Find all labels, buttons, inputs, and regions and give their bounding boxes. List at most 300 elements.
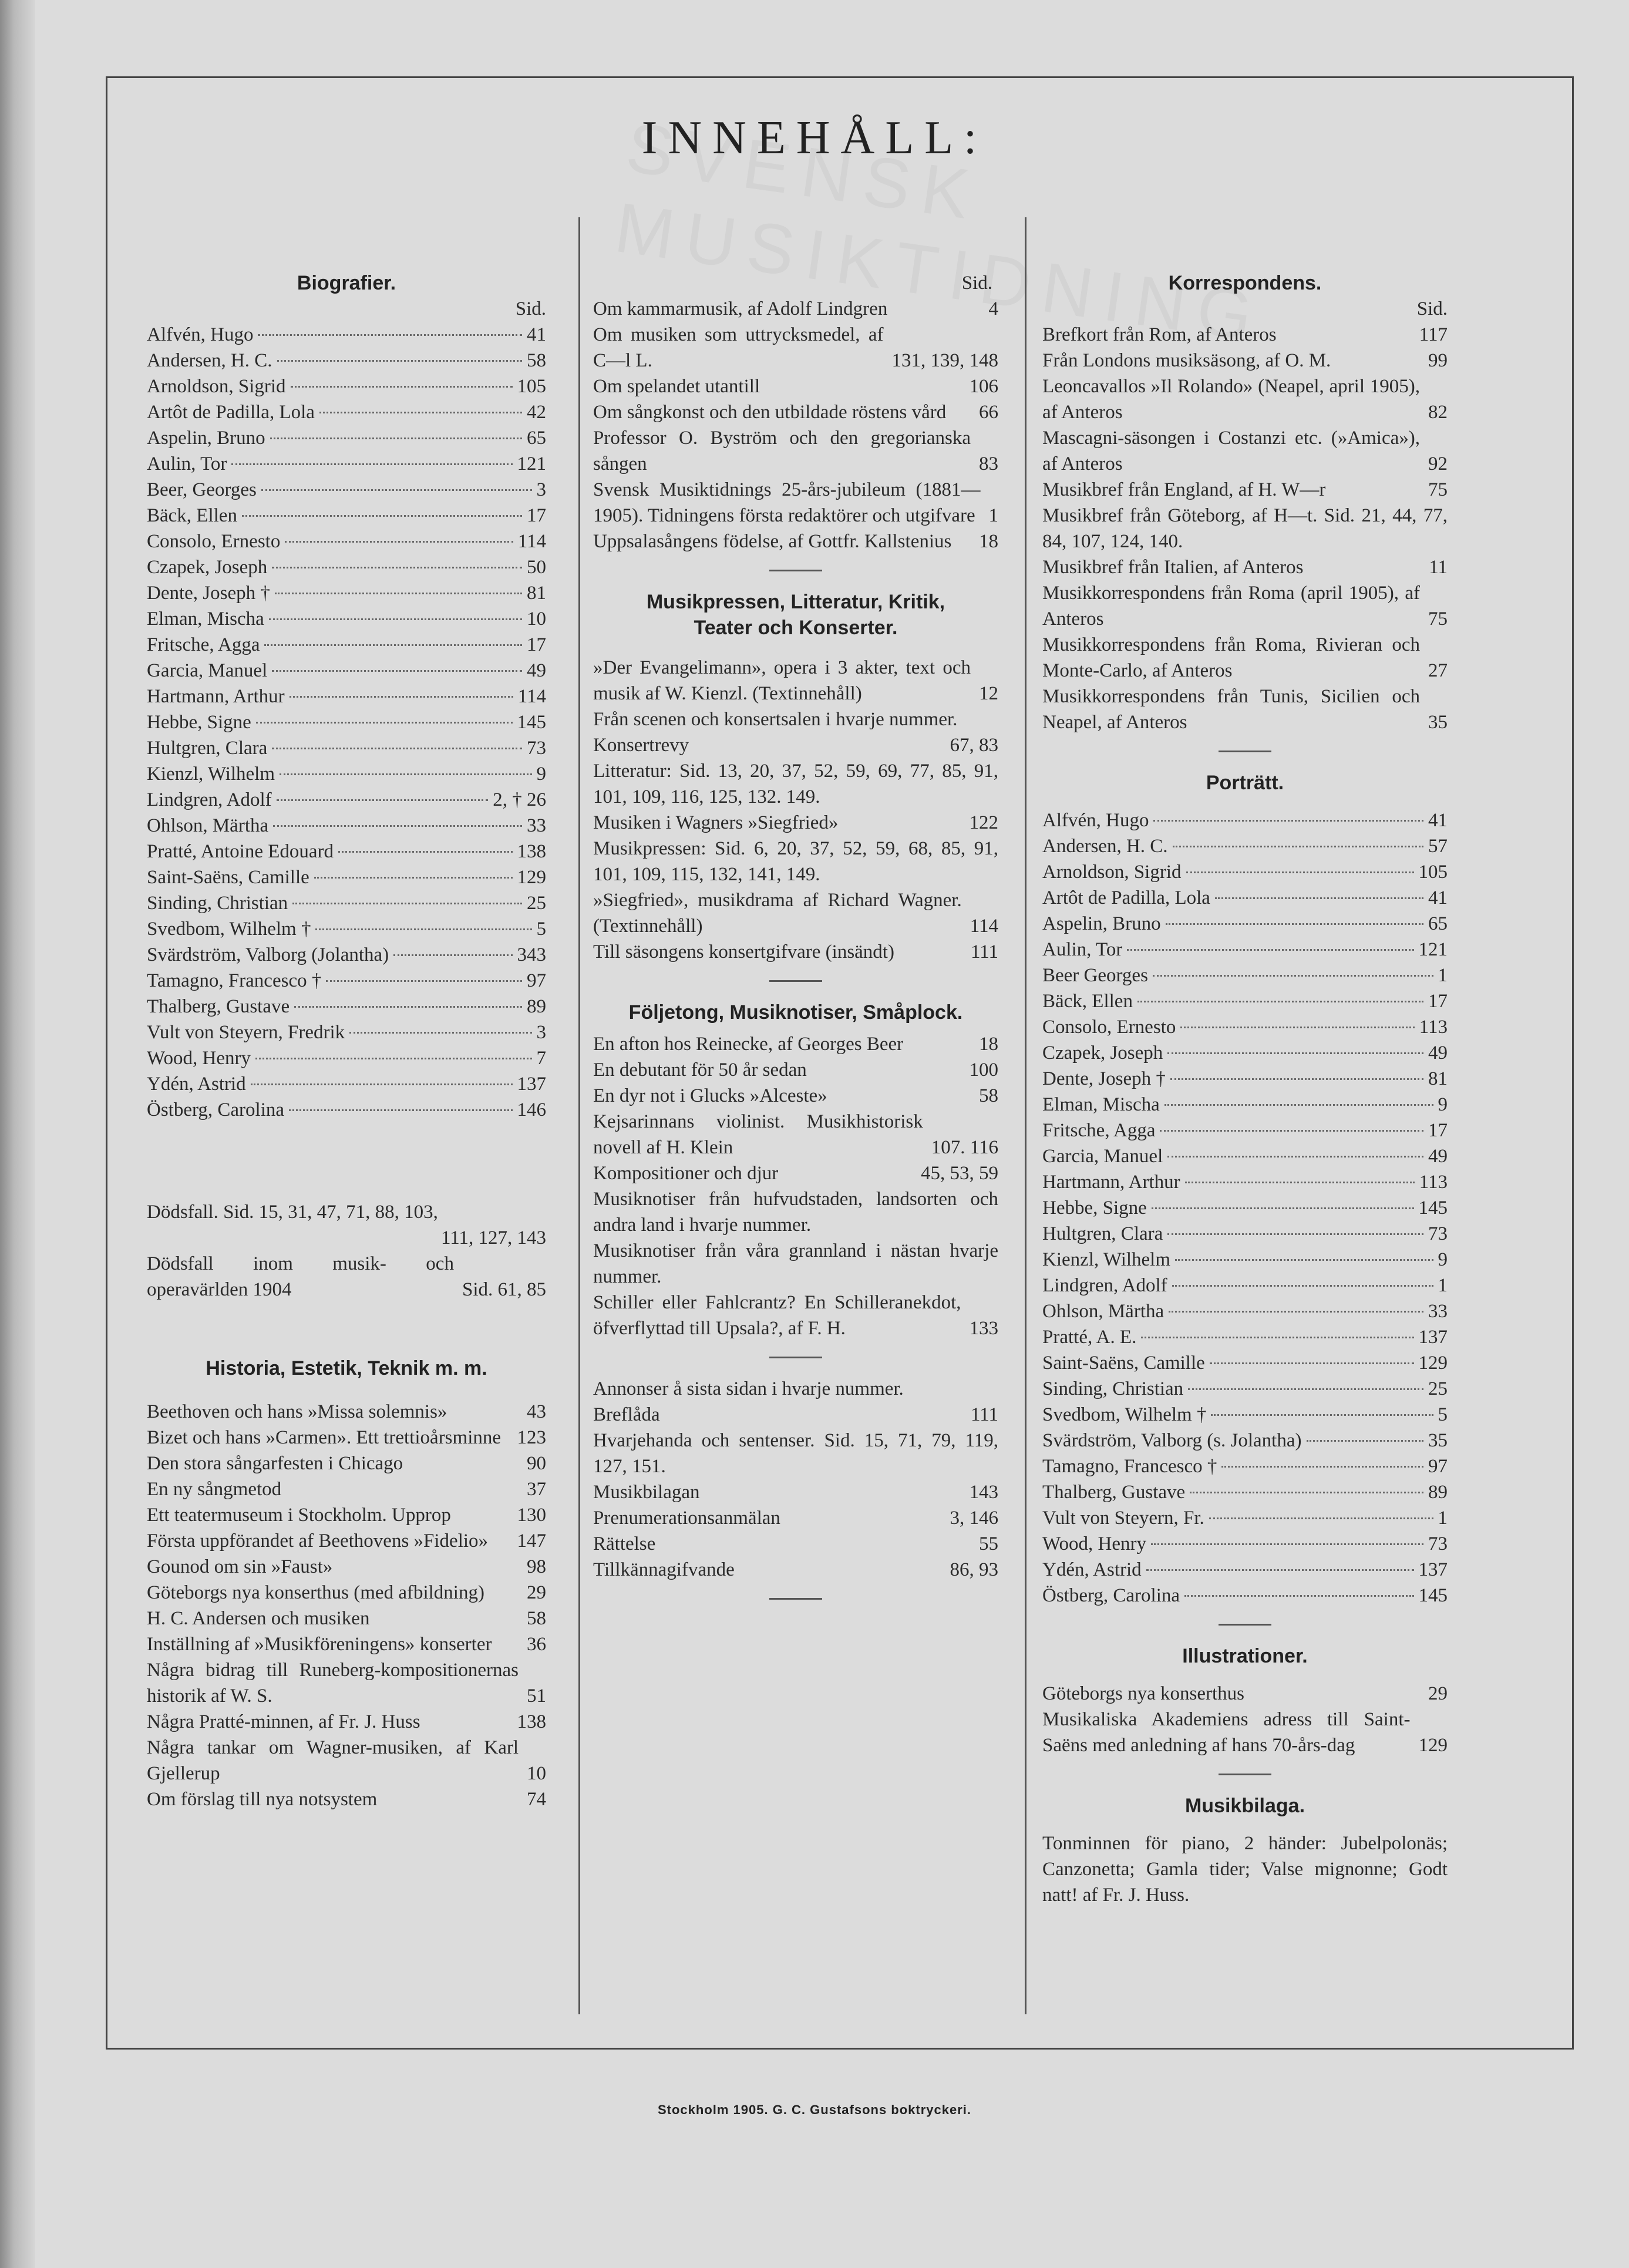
entry-name: Ohlson, Märtha <box>1042 1301 1164 1322</box>
page-number: 58 <box>527 1608 546 1629</box>
dot-leader <box>393 954 512 956</box>
index-entry <box>147 606 546 632</box>
page-number: 146 <box>517 1099 546 1120</box>
page-number: 49 <box>1428 1146 1448 1167</box>
section-heading-korrespondens: Korrespondens. <box>1168 272 1322 294</box>
dot-leader <box>1209 1517 1433 1519</box>
entry-name: Hartmann, Arthur <box>147 686 285 707</box>
index-entry <box>593 1428 998 1479</box>
entry-text: Musikkorrespondens från Tunis, Sicilien och Neapel, af Anteros <box>1042 686 1420 733</box>
essay-list <box>593 296 998 554</box>
entry-name: Czapek, Joseph <box>1042 1042 1163 1064</box>
index-entry <box>593 1505 998 1531</box>
dot-leader <box>1137 1001 1423 1002</box>
page-number: 90 <box>527 1453 546 1474</box>
index-entry <box>147 968 546 994</box>
entry-text: Från scenen och konsertsalen i hvarje nummer. <box>593 709 958 730</box>
page-number: 42 <box>527 402 546 423</box>
page-number: 81 <box>527 583 546 604</box>
page-number: 35 <box>1428 712 1448 733</box>
index-entry <box>1042 1118 1448 1143</box>
column-3 <box>1042 270 1448 1908</box>
index-entry <box>1042 1040 1448 1066</box>
entry-text: Litteratur: Sid. 13, 20, 37, 52, 59, 69, 77, 85, 91, 101, 109, 116, 125, 132. 149. <box>593 761 998 807</box>
entry-text: Första uppförandet af Beethovens »Fidelio» <box>147 1530 489 1552</box>
entry-name: Aulin, Tor <box>1042 939 1123 960</box>
dot-leader <box>1173 846 1423 847</box>
dot-leader <box>1221 1466 1423 1468</box>
page-number: 43 <box>527 1401 546 1422</box>
entry-name: Hartmann, Arthur <box>1042 1172 1180 1193</box>
page-edge-shadow <box>0 0 35 2268</box>
dot-leader <box>272 670 522 672</box>
index-entry <box>593 1109 998 1160</box>
dodsfall-inom-entry: Dödsfall inom musik- och operavärlden 1904 Sid. 61, 85 <box>147 1253 546 1300</box>
entry-name: Hebbe, Signe <box>147 712 251 733</box>
page-number: 12 <box>979 683 998 704</box>
page-number: 75 <box>1428 608 1448 630</box>
entry-text: Brefkort från Rom, af Anteros <box>1042 324 1277 345</box>
index-entry <box>147 1071 546 1097</box>
index-entry <box>1042 1273 1448 1298</box>
index-entry <box>147 1709 546 1735</box>
page-number: 99 <box>1428 350 1448 371</box>
dodsfall-entry: Dödsfall. Sid. 15, 31, 47, 71, 88, 103, 111, 127, 143 <box>147 1202 546 1249</box>
index-entry <box>147 1097 546 1123</box>
index-entry <box>593 706 998 732</box>
entry-name: Andersen, H. C. <box>147 350 272 371</box>
page-number: 2, † 26 <box>493 789 546 810</box>
entry-text: Konsertrevy <box>593 735 689 756</box>
index-entry <box>1042 348 1448 373</box>
page-number: 133 <box>969 1318 998 1339</box>
entry-text: Beethoven och hans »Missa solemnis» <box>147 1401 447 1422</box>
page-number: 49 <box>1428 1042 1448 1064</box>
entry-text: Den stora sångarfesten i Chicago <box>147 1453 403 1474</box>
section-heading-biografier: Biografier. <box>297 272 396 294</box>
entry-name: Saint-Saëns, Camille <box>1042 1352 1205 1374</box>
page-number: 73 <box>1428 1533 1448 1554</box>
page-number: 29 <box>1428 1683 1448 1704</box>
page-number: 107. 116 <box>931 1137 998 1158</box>
index-entry <box>593 887 998 939</box>
dot-leader <box>256 722 513 724</box>
index-entry <box>147 735 546 761</box>
entry-name: Hultgren, Clara <box>1042 1223 1163 1244</box>
entry-name: Lindgren, Adolf <box>147 789 272 810</box>
index-entry <box>147 1399 546 1425</box>
entry-text: Musikaliska Akademiens adress till Saint-Saëns med anledning af hans 70-års-dag <box>1042 1709 1411 1756</box>
entry-text: Musikbref från England, af H. W—r <box>1042 479 1326 500</box>
entry-text: Kejsarinnans violinist. Musikhistorisk novell af H. Klein <box>593 1111 923 1158</box>
index-entry <box>147 1476 546 1502</box>
dot-leader <box>1153 975 1433 977</box>
index-entry <box>147 1606 546 1631</box>
entry-text: Breflåda <box>593 1404 660 1425</box>
page-number: 343 <box>517 944 546 965</box>
index-entry <box>1042 580 1448 632</box>
page-number: 27 <box>1428 660 1448 681</box>
index-entry <box>1042 911 1448 937</box>
entry-text: Några bidrag till Runeberg-kompositionernas historik af W. S. <box>147 1660 519 1707</box>
musikpressen-list <box>593 655 998 965</box>
index-entry <box>147 1554 546 1580</box>
page-number: 123 <box>517 1427 546 1448</box>
page-number: 97 <box>1428 1456 1448 1477</box>
page-number: 113 <box>1419 1017 1448 1038</box>
dot-leader <box>285 541 513 543</box>
entry-name: Beer Georges <box>1042 965 1148 986</box>
column-divider-1 <box>578 217 580 2014</box>
index-entry <box>593 529 998 554</box>
dot-leader <box>294 1006 522 1008</box>
page-number: 51 <box>527 1685 546 1707</box>
entry-name: Sinding, Christian <box>147 893 288 914</box>
dot-leader <box>1166 923 1423 925</box>
page-number: 25 <box>1428 1378 1448 1399</box>
index-entry <box>147 1045 546 1071</box>
entry-text: Musiknotiser från våra grannland i nästan hvarje nummer. <box>593 1240 998 1287</box>
section-heading-musikpressen-1: Musikpressen, Litteratur, Kritik, <box>646 591 945 613</box>
page-number: 97 <box>527 970 546 991</box>
entry-text: Musiknotiser från hufvudstaden, landsorten och andra land i hvarje nummer. <box>593 1189 998 1236</box>
index-entry <box>147 477 546 503</box>
index-entry <box>147 761 546 787</box>
page-number: 81 <box>1428 1068 1448 1089</box>
entry-text: Tillkännagifvande <box>593 1559 735 1580</box>
index-entry <box>147 1502 546 1528</box>
index-entry <box>593 1376 998 1402</box>
entry-name: Dente, Joseph † <box>147 583 270 604</box>
entry-name: Saint-Saëns, Camille <box>147 867 309 888</box>
entry-text: En dyr not i Glucks »Alceste» <box>593 1085 827 1106</box>
entry-name: Fritsche, Agga <box>147 634 260 655</box>
index-entry <box>147 709 546 735</box>
index-entry <box>593 425 998 477</box>
index-entry <box>1042 1453 1448 1479</box>
entry-text: Annonser å sista sidan i hvarje nummer. <box>593 1378 904 1399</box>
page-number: 74 <box>527 1789 546 1810</box>
dot-leader <box>292 903 522 904</box>
page-number: 7 <box>536 1048 546 1069</box>
page-number: 113 <box>1419 1172 1448 1193</box>
dot-leader <box>255 1058 532 1059</box>
column-2 <box>593 270 998 1617</box>
index-entry <box>593 1479 998 1505</box>
index-entry <box>147 787 546 813</box>
page-number: 131, 139, 148 <box>891 350 998 371</box>
page-number: 45, 53, 59 <box>921 1163 998 1184</box>
dot-leader <box>269 618 522 620</box>
entry-name: Andersen, H. C. <box>1042 836 1168 857</box>
historia-list <box>147 1399 546 1812</box>
dot-leader <box>258 334 522 336</box>
dot-leader <box>1180 1027 1414 1028</box>
page-number: 25 <box>527 893 546 914</box>
index-entry <box>593 1290 998 1341</box>
index-entry <box>147 580 546 606</box>
page-number: 66 <box>979 402 998 423</box>
entry-name: Bäck, Ellen <box>1042 991 1133 1012</box>
page-number: 1 <box>1438 1275 1448 1296</box>
index-entry <box>1042 477 1448 503</box>
index-entry <box>147 1657 546 1709</box>
entry-name: Vult von Steyern, Fredrik <box>147 1022 345 1043</box>
page-number: 114 <box>517 686 546 707</box>
entry-name: Artôt de Padilla, Lola <box>1042 887 1210 908</box>
index-entry <box>1042 1092 1448 1118</box>
biografier-list <box>147 322 546 1123</box>
page-number: 67, 83 <box>950 735 998 756</box>
misc-list <box>593 1376 998 1583</box>
entry-text: Göteborgs nya konserthus <box>1042 1683 1245 1704</box>
page-number: 106 <box>969 376 998 397</box>
dot-leader <box>1167 1233 1423 1235</box>
page-number: 122 <box>969 812 998 833</box>
entry-name: Thalberg, Gustave <box>1042 1482 1186 1503</box>
dot-leader <box>1151 1543 1423 1545</box>
page-number: 33 <box>1428 1301 1448 1322</box>
divider <box>769 570 822 571</box>
column-1 <box>147 270 546 1812</box>
index-entry <box>1042 859 1448 885</box>
entry-name: Artôt de Padilla, Lola <box>147 402 315 423</box>
index-entry <box>593 1402 998 1428</box>
dot-leader <box>1160 1130 1423 1132</box>
entry-text: Rättelse <box>593 1533 656 1554</box>
dot-leader <box>280 773 531 775</box>
dot-leader <box>251 1083 513 1085</box>
dot-leader <box>1175 1259 1433 1261</box>
printer-footer: Stockholm 1905. G. C. Gustafsons boktryckeri. <box>657 2102 972 2117</box>
index-entry <box>1042 1350 1448 1376</box>
entry-text: Om spelandet utantill <box>593 376 760 397</box>
index-entry <box>147 942 546 968</box>
divider <box>769 1598 822 1600</box>
page-number: 117 <box>1419 324 1448 345</box>
index-entry <box>147 451 546 477</box>
korrespondens-list <box>1042 322 1448 735</box>
entry-text: Professor O. Byström och den gregorianska sången <box>593 428 971 475</box>
entry-name: Svärdström, Valborg (s. Jolantha) <box>1042 1430 1302 1451</box>
entry-name: Consolo, Ernesto <box>1042 1017 1176 1038</box>
section-heading-portratt: Porträtt. <box>1206 772 1284 794</box>
index-entry <box>1042 1583 1448 1609</box>
dot-leader <box>349 1032 531 1034</box>
portratt-list <box>1042 807 1448 1609</box>
page-number: 3, 146 <box>950 1507 998 1529</box>
index-entry <box>593 1083 998 1109</box>
index-entry <box>1042 885 1448 911</box>
entry-name: Ohlson, Märtha <box>147 815 269 836</box>
entry-name: Tamagno, Francesco † <box>1042 1456 1217 1477</box>
index-entry <box>1042 1428 1448 1453</box>
page-number: 4 <box>988 298 998 319</box>
dot-leader <box>319 412 522 413</box>
entry-name: Beer, Georges <box>147 479 257 500</box>
dot-leader <box>326 980 522 982</box>
page-number: 35 <box>1428 1430 1448 1451</box>
entry-name: Östberg, Carolina <box>1042 1585 1180 1606</box>
index-entry <box>1042 554 1448 580</box>
entry-text: Leoncavallos »Il Rolando» (Neapel, april 1905), af Anteros <box>1042 376 1420 423</box>
page-number: 137 <box>1418 1559 1448 1580</box>
page-number: 137 <box>1418 1327 1448 1348</box>
entry-name: Ydén, Astrid <box>147 1074 246 1095</box>
entry-text: Hvarjehanda och sentenser. Sid. 15, 71, 79, 119, 127, 151. <box>593 1430 998 1477</box>
index-entry <box>1042 373 1448 425</box>
page-number: 17 <box>527 634 546 655</box>
page-number: 138 <box>517 1711 546 1732</box>
page-number: 121 <box>1418 939 1448 960</box>
page-number: 29 <box>527 1582 546 1603</box>
index-entry <box>593 1031 998 1057</box>
dot-leader <box>1169 1311 1423 1313</box>
entry-name: Alfvén, Hugo <box>1042 810 1149 831</box>
entry-text: Uppsalasångens födelse, af Gottfr. Kallstenius <box>593 531 952 552</box>
divider <box>1219 1624 1271 1626</box>
dot-leader <box>1141 1337 1413 1338</box>
entry-name: Elman, Mischa <box>147 608 264 630</box>
entry-text: En afton hos Reinecke, af Georges Beer <box>593 1034 904 1055</box>
entry-name: Pratté, A. E. <box>1042 1327 1137 1348</box>
page-title: INNEHÅLL: <box>641 112 988 164</box>
dot-leader <box>1146 1569 1414 1571</box>
entry-text: Musikkorrespondens från Roma, Rivieran och Monte-Carlo, af Anteros <box>1042 634 1420 681</box>
page-number: 100 <box>969 1059 998 1081</box>
index-entry <box>147 994 546 1019</box>
index-entry <box>1042 807 1448 833</box>
index-entry <box>147 554 546 580</box>
page-number: 37 <box>527 1479 546 1500</box>
index-entry <box>593 732 998 758</box>
page-number: 114 <box>517 531 546 552</box>
entry-name: Sinding, Christian <box>1042 1378 1184 1399</box>
index-entry <box>147 348 546 373</box>
entry-text: Några Pratté-minnen, af Fr. J. Huss <box>147 1711 420 1732</box>
dot-leader <box>242 515 522 517</box>
page-number: 58 <box>527 350 546 371</box>
index-entry <box>147 322 546 348</box>
index-entry <box>1042 1479 1448 1505</box>
index-entry <box>147 864 546 890</box>
page-number: 143 <box>969 1482 998 1503</box>
index-entry <box>147 399 546 425</box>
musikbilaga-text: Tonminnen för piano, 2 händer: Jubelpolonäs; Canzonetta; Gamla tider; Valse mignonne; Godt natt! af Fr. J. Huss. <box>1042 1833 1448 1906</box>
index-entry <box>147 1786 546 1812</box>
page-number: 73 <box>527 738 546 759</box>
entry-text: Om kammarmusik, af Adolf Lindgren <box>593 298 888 319</box>
index-entry <box>1042 322 1448 348</box>
page-number: 11 <box>1429 557 1448 578</box>
entry-name: Garcia, Manuel <box>147 660 268 681</box>
index-entry <box>147 1528 546 1554</box>
index-entry <box>593 836 998 887</box>
index-entry <box>593 322 998 373</box>
page-number: 49 <box>527 660 546 681</box>
page-number: 10 <box>527 1763 546 1784</box>
dot-leader <box>1188 1388 1423 1390</box>
dot-leader <box>1210 1362 1414 1364</box>
index-entry <box>147 1735 546 1786</box>
index-entry <box>593 1057 998 1083</box>
page-number: 17 <box>527 505 546 526</box>
entry-text: Prenumerationsanmälan <box>593 1507 780 1529</box>
index-entry <box>147 890 546 916</box>
index-entry <box>147 813 546 839</box>
index-entry <box>1042 1505 1448 1531</box>
dot-leader <box>1211 1414 1433 1416</box>
dot-leader <box>272 748 522 749</box>
entry-text: Ett teatermuseum i Stockholm. Upprop <box>147 1505 451 1526</box>
divider <box>769 980 822 982</box>
page-number: 98 <box>527 1556 546 1577</box>
dot-leader <box>1186 871 1414 873</box>
index-entry <box>1042 425 1448 477</box>
page-number: 73 <box>1428 1223 1448 1244</box>
index-entry <box>147 916 546 942</box>
page-number: 129 <box>1418 1735 1448 1756</box>
entry-text: Inställning af »Musikföreningens» konserter <box>147 1634 492 1655</box>
page-number: 18 <box>979 1034 998 1055</box>
entry-text: Musikbilagan <box>593 1482 700 1503</box>
page-number: 111 <box>970 1404 998 1425</box>
page-number: 9 <box>1438 1094 1448 1115</box>
page-number: 65 <box>1428 913 1448 934</box>
page-number: 114 <box>970 916 998 937</box>
dot-leader <box>277 799 489 801</box>
entry-text: Några tankar om Wagner-musiken, af Karl Gjellerup <box>147 1737 519 1784</box>
column-divider-2 <box>1025 217 1026 2014</box>
index-entry <box>1042 1402 1448 1428</box>
dot-leader <box>277 360 522 362</box>
dot-leader <box>338 851 512 853</box>
entry-name: Kienzl, Wilhelm <box>147 763 275 785</box>
entry-name: Pratté, Antoine Edouard <box>147 841 334 862</box>
index-entry <box>1042 988 1448 1014</box>
page-number: 3 <box>536 1022 546 1043</box>
index-entry <box>1042 1221 1448 1247</box>
index-entry <box>147 529 546 554</box>
entry-text: Om musiken som uttrycksmedel, af C—l L. <box>593 324 884 371</box>
dot-leader <box>1184 1595 1413 1597</box>
dot-leader <box>272 567 522 568</box>
entry-name: Aspelin, Bruno <box>1042 913 1161 934</box>
index-entry <box>147 1580 546 1606</box>
page-number: 5 <box>536 918 546 940</box>
page-number: 41 <box>1428 810 1448 831</box>
index-entry <box>1042 1169 1448 1195</box>
entry-name: Svedbom, Wilhelm † <box>147 918 311 940</box>
entry-text: Till säsongens konsertgifvare (insändt) <box>593 941 894 963</box>
page-number: 65 <box>527 428 546 449</box>
entry-text: Mascagni-säsongen i Costanzi etc. (»Amica»), af Anteros <box>1042 428 1420 475</box>
entry-name: Elman, Mischa <box>1042 1094 1160 1115</box>
page-number: 1 <box>1438 965 1448 986</box>
entry-text: Bizet och hans »Carmen». Ett trettioårsminne <box>147 1427 502 1448</box>
entry-name: Östberg, Carolina <box>147 1099 285 1120</box>
entry-name: Wood, Henry <box>1042 1533 1146 1554</box>
index-entry <box>1042 684 1448 735</box>
index-entry <box>1042 1324 1448 1350</box>
dot-leader <box>1215 897 1423 899</box>
divider <box>769 1357 822 1358</box>
entry-name: Hultgren, Clara <box>147 738 268 759</box>
entry-name: Kienzl, Wilhelm <box>1042 1249 1171 1270</box>
page-number: 36 <box>527 1634 546 1655</box>
dot-leader <box>275 593 522 594</box>
entry-name: Consolo, Ernesto <box>147 531 281 552</box>
